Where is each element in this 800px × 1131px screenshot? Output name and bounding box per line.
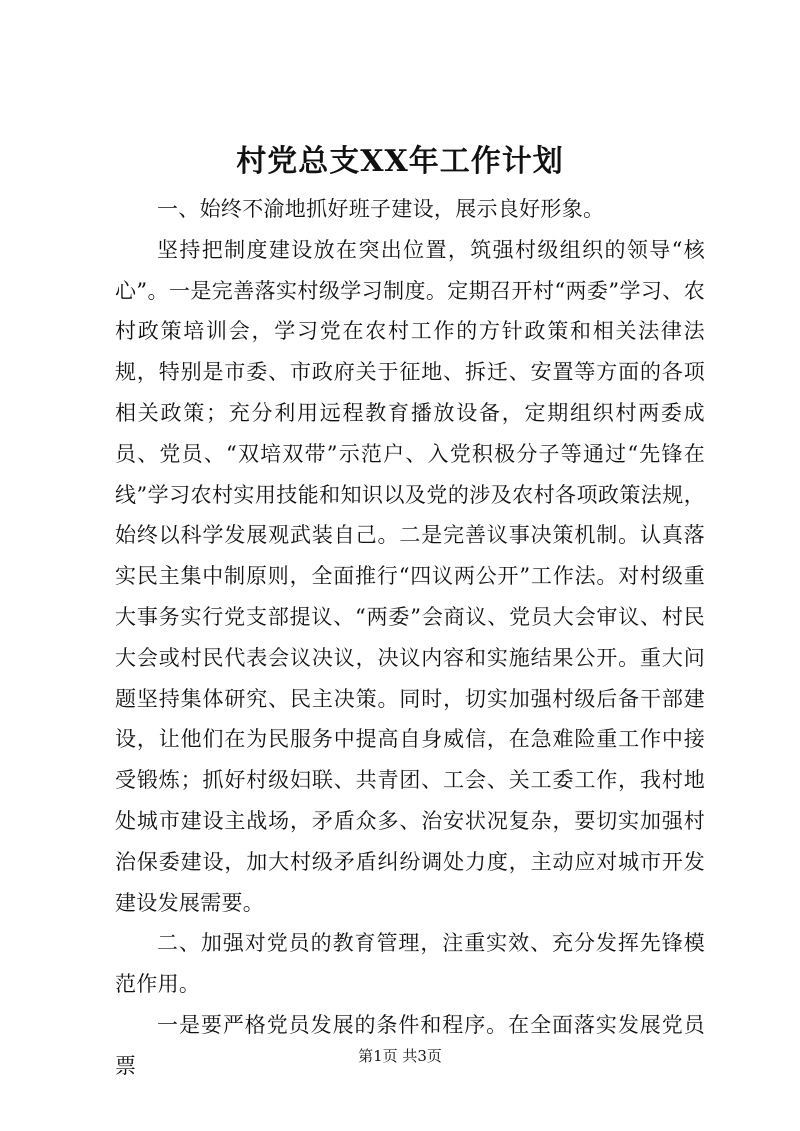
section-heading-2: 二、加强对党员的教育管理，注重实效、充分发挥先锋模范作用。 [115, 931, 705, 997]
document-body [115, 189, 705, 1087]
page-number-footer: 第1页 共3页 [358, 1047, 442, 1065]
section-heading-1: 一、始终不渝地抓好班子建设，展示良好形象。 [157, 197, 605, 221]
document-title: 村党总支XX年工作计划 [236, 144, 564, 179]
body-paragraph-2: 一是要严格党员发展的条件和程序。在全面落实发展党员票 [115, 1012, 705, 1078]
body-paragraph-1: 坚持把制度建设放在突出位置，筑强村级组织的领导“核心”。一是完善落实村级学习制度。定期召开村“两委”学习、农村政策培训会，学习党在农村工作的方针政策和相关法律法规，特别是市委、市政府关于征地、拆迁、安置等方面的各项相关政策；充分利用远程教育播放设备，定期组织村两委成员、党员、“双培双带”示范户、入党积极分子等通过“先锋在线”学习农村实用技能和知识以及党的涉及农村各项政策法规，始终以科学发展观武装自己。二是完善议事决策机制。认真落实民主集中制原则，全面推行“四议两公开”工作法。对村级重大事务实行党支部提议、“两委”会商议、党员大会审议、村民大会或村民代表会议决议，决议内容和实施结果公开。重大问题坚持集体研究、民主决策。同时，切实加强村级后备干部建设，让他们在为民服务中提高自身威信，在急难险重工作中接受锻炼；抓好村级妇联、共青团、工会、关工委工作，我村地处城市建设主战场，矛盾众多、治安状况复杂，要切实加强村治保委建设，加大村级矛盾纠纷调处力度，主动应对城市开发建设发展需要。 [115, 237, 705, 915]
